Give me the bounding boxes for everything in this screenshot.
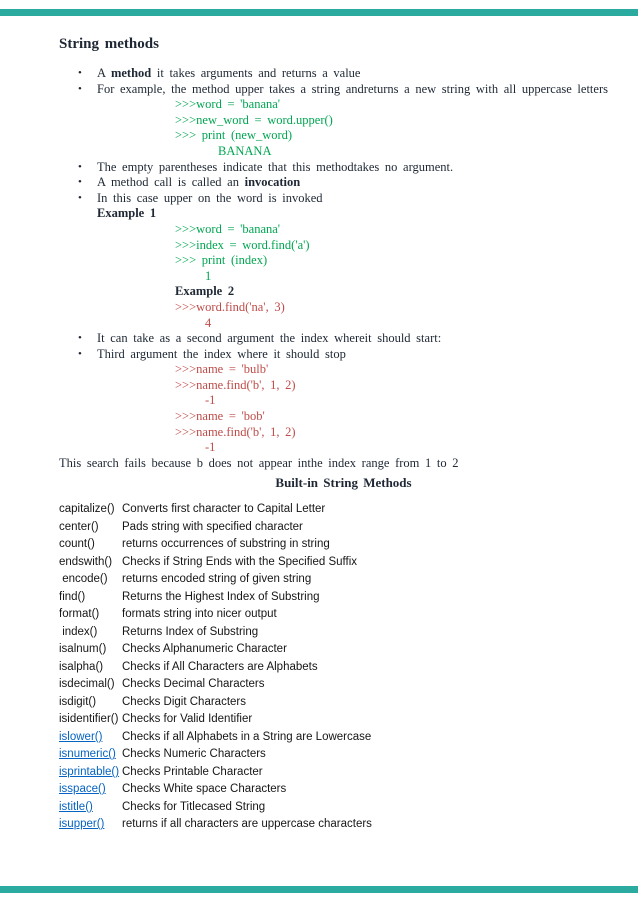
method-desc: Checks for Titlecased String bbox=[122, 800, 266, 813]
top-accent-bar bbox=[0, 9, 638, 16]
code-line: >>>word = 'banana' bbox=[175, 97, 281, 112]
bullet-marker: • bbox=[78, 160, 82, 173]
method-row bbox=[59, 659, 628, 677]
bullet-item bbox=[59, 191, 628, 207]
method-row bbox=[59, 519, 628, 537]
method-name-link[interactable]: istitle() bbox=[59, 800, 93, 813]
code-line: >>>name.find('b', 1, 2) bbox=[175, 377, 296, 392]
method-name-link[interactable]: isnumeric() bbox=[59, 748, 116, 761]
code-line: -1 bbox=[205, 440, 216, 455]
code-line: BANANA bbox=[218, 143, 272, 158]
method-desc: Checks Digit Characters bbox=[122, 695, 246, 708]
method-desc: returns encoded string of given string bbox=[122, 573, 312, 586]
method-name: isalpha() bbox=[59, 660, 104, 673]
method-name: encode() bbox=[59, 573, 108, 586]
method-row bbox=[59, 624, 628, 642]
code-line: >>> print (new_word) bbox=[175, 128, 293, 143]
method-name: center() bbox=[59, 520, 99, 533]
method-name: isidentifier() bbox=[59, 713, 119, 726]
example-label: Example 2 bbox=[175, 284, 235, 299]
method-row bbox=[59, 676, 628, 694]
code-line: >>>name.find('b', 1, 2) bbox=[175, 424, 296, 439]
method-desc: Checks for Valid Identifier bbox=[122, 713, 253, 726]
method-desc: Returns Index of Substring bbox=[122, 625, 259, 638]
bullet-item bbox=[59, 331, 628, 347]
method-row bbox=[59, 799, 628, 817]
method-desc: formats string into nicer output bbox=[122, 608, 277, 621]
methods-table bbox=[59, 501, 628, 834]
method-row bbox=[59, 711, 628, 729]
method-row bbox=[59, 571, 628, 589]
bullet-marker: • bbox=[78, 82, 82, 95]
method-row bbox=[59, 746, 628, 764]
code-line: >>>index = word.find('a') bbox=[175, 237, 310, 252]
method-row bbox=[59, 536, 628, 554]
method-desc: Checks Printable Character bbox=[122, 765, 263, 778]
method-row bbox=[59, 694, 628, 712]
code-line: 1 bbox=[205, 268, 212, 283]
method-row bbox=[59, 501, 628, 519]
bullet-marker: • bbox=[78, 176, 82, 189]
method-name-link[interactable]: islower() bbox=[59, 730, 103, 743]
bullet-text: The empty parentheses indicate that this methodtakes no argument. bbox=[97, 159, 454, 174]
method-name: isdigit() bbox=[59, 695, 97, 708]
bullet-marker: • bbox=[78, 347, 82, 360]
method-row bbox=[59, 764, 628, 782]
method-row bbox=[59, 729, 628, 747]
method-name: capitalize() bbox=[59, 503, 115, 516]
bullet-marker: • bbox=[78, 332, 82, 345]
method-row bbox=[59, 641, 628, 659]
bullet-text: A method it takes arguments and returns a value bbox=[97, 66, 361, 80]
method-name: isalnum() bbox=[59, 643, 107, 656]
bullet-item bbox=[59, 82, 628, 98]
method-desc: Checks if all Alphabets in a String are Lowercase bbox=[122, 730, 372, 743]
method-name-link[interactable]: isspace() bbox=[59, 783, 106, 796]
bullet-text: For example, the method upper takes a string andreturns a new string with all uppercase letters bbox=[97, 81, 608, 96]
method-desc: Checks Decimal Characters bbox=[122, 678, 265, 691]
method-desc: Checks if String Ends with the Specified Suffix bbox=[122, 555, 358, 568]
method-row bbox=[59, 781, 628, 799]
method-name: find() bbox=[59, 590, 86, 603]
bullet-item bbox=[59, 66, 628, 82]
method-desc: Checks Numeric Characters bbox=[122, 748, 266, 761]
method-name-link[interactable]: isprintable() bbox=[59, 765, 120, 778]
code-line: >>>new_word = word.upper() bbox=[175, 112, 333, 127]
page-content bbox=[59, 36, 628, 834]
bullet-marker: • bbox=[78, 67, 82, 79]
example-label: Example 1 bbox=[97, 206, 157, 221]
methods-heading: Built-in String Methods bbox=[275, 475, 412, 491]
method-name: endswith() bbox=[59, 555, 113, 568]
method-desc: Checks White space Characters bbox=[122, 783, 287, 796]
paragraph-line: This search fails because b does not appear inthe index range from 1 to 2 bbox=[59, 455, 459, 470]
bullet-marker: • bbox=[78, 191, 82, 204]
method-desc: Converts first character to Capital Letter bbox=[122, 503, 326, 516]
code-line: >>> print (index) bbox=[175, 253, 268, 268]
bullet-text: In this case upper on the word is invoked bbox=[97, 190, 323, 205]
code-line: >>>word = 'banana' bbox=[175, 221, 281, 236]
code-line: >>>word.find('na', 3) bbox=[175, 299, 285, 314]
method-desc: Checks Alphanumeric Character bbox=[122, 643, 287, 656]
method-name: format() bbox=[59, 608, 100, 621]
bullet-item bbox=[59, 160, 628, 176]
method-name: count() bbox=[59, 538, 95, 551]
method-row bbox=[59, 554, 628, 572]
method-name: isdecimal() bbox=[59, 678, 115, 691]
bullet-text: A method call is called an invocation bbox=[97, 175, 301, 190]
method-row bbox=[59, 606, 628, 624]
method-desc: Returns the Highest Index of Substring bbox=[122, 590, 320, 603]
method-row bbox=[59, 816, 628, 834]
code-line: >>>name = 'bob' bbox=[175, 409, 265, 424]
code-line: 4 bbox=[205, 315, 212, 330]
bullet-text: Third argument the index where it should stop bbox=[97, 346, 346, 361]
bullet-item bbox=[59, 175, 628, 191]
page-title: String methods bbox=[59, 36, 159, 52]
method-name-link[interactable]: isupper() bbox=[59, 818, 105, 831]
method-desc: Checks if All Characters are Alphabets bbox=[122, 660, 318, 673]
code-line: >>>name = 'bulb' bbox=[175, 362, 269, 377]
bullet-text: It can take as a second argument the index whereit should start: bbox=[97, 331, 442, 346]
method-name: index() bbox=[59, 625, 98, 638]
bottom-accent-bar bbox=[0, 886, 638, 893]
content-blocks bbox=[59, 66, 628, 471]
method-desc: Pads string with specified character bbox=[122, 520, 303, 533]
method-desc: returns occurrences of substring in string bbox=[122, 538, 330, 551]
code-line: -1 bbox=[205, 393, 216, 408]
method-desc: returns if all characters are uppercase characters bbox=[122, 818, 372, 831]
bullet-item bbox=[59, 347, 628, 363]
method-row bbox=[59, 589, 628, 607]
